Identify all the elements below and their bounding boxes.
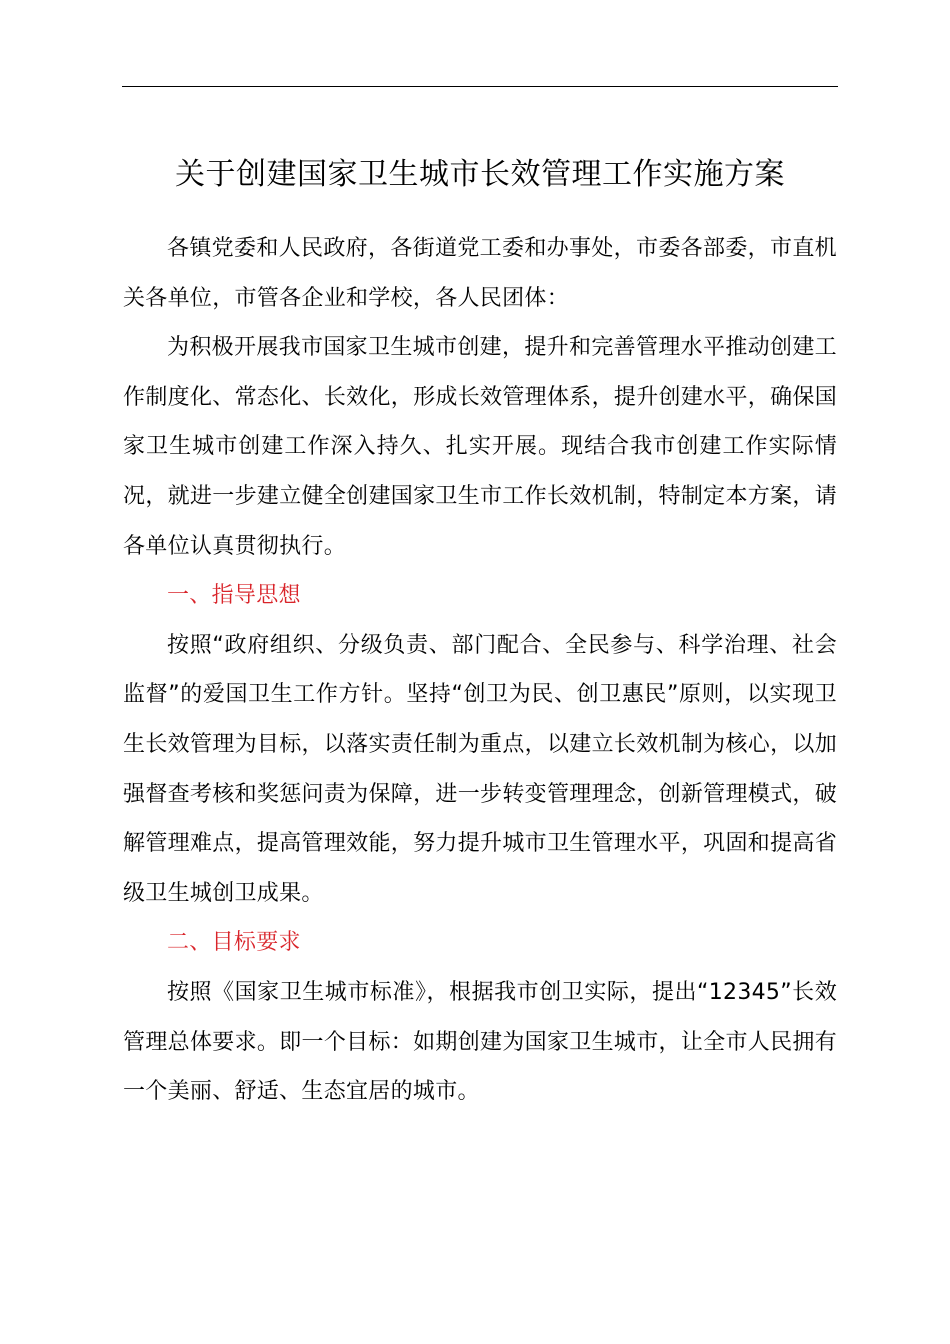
section-paragraph-target-requirements: 按照《国家卫生城市标准》，根据我市创卫实际，提出“12345”长效管理总体要求。即一个目标：如期创建为国家卫生城市，让全市人民拥有一个美丽、舒适、生态宜居的城市。 xyxy=(123,979,837,1105)
section-paragraph-guiding-ideology: 按照“政府组织、分级负责、部门配合、全民参与、科学治理、社会监督”的爱国卫生工作方针。坚持“创卫为民、创卫惠民”原则，以实现卫生长效管理为目标，以落实责任制为重点，以建立长效机制为核心，以加强督查考核和奖惩问责为保障，进一步转变管理理念，创新管理模式，破解管理难点，提高管理效能，努力提升城市卫生管理水平，巩固和提高省级卫生城创卫成果。 xyxy=(123,632,837,906)
section-heading-guiding-ideology: 一、指导思想 xyxy=(167,583,301,609)
document-body xyxy=(123,224,837,1117)
section-heading-target-requirements: 二、目标要求 xyxy=(167,930,301,956)
document-title: 关于创建国家卫生城市长效管理工作实施方案 xyxy=(175,157,785,192)
intro-paragraph: 为积极开展我市国家卫生城市创建，提升和完善管理水平推动创建工作制度化、常态化、长效化，形成长效管理体系，提升创建水平，确保国家卫生城市创建工作深入持久、扎实开展。现结合我市创建工作实际情况，就进一步建立健全创建国家卫生市工作长效机制，特制定本方案，请各单位认真贯彻执行。 xyxy=(123,335,837,559)
header-rule xyxy=(122,86,838,87)
salutation-paragraph: 各镇党委和人民政府，各街道党工委和办事处，市委各部委，市直机关各单位，市管各企业和学校，各人民团体： xyxy=(123,236,837,311)
